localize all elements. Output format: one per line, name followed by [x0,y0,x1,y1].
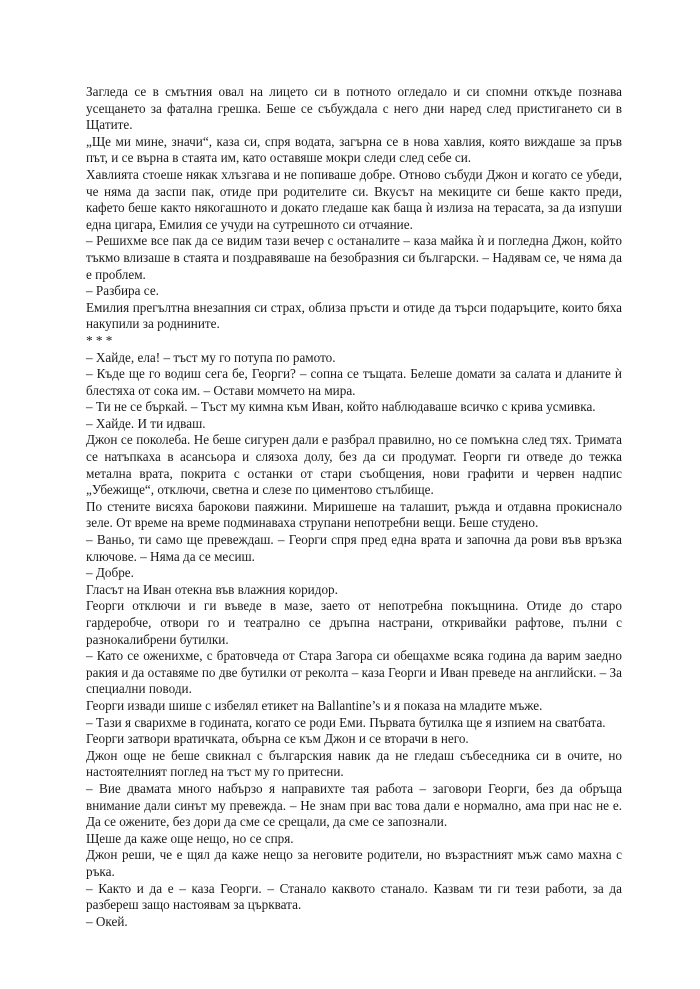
paragraph: Георги отключи и ги въведе в мазе, заето от непотребна покъщнина. Отиде до старо гардеробче, отвори го и театрално се дръпна настрани, откривайки рафтове, пълни с разнокалибрени бутилки. [86,598,622,647]
paragraph: – Добре. [86,565,134,581]
paragraph: Емилия прегълтна внезапния си страх, облиза пръсти и отиде да търси подаръците, които бяха накупили за роднините. [86,299,622,332]
paragraph: Георги извади шише с избелял етикет на Ballantine’s и я показа на младите мъже. [86,697,543,713]
paragraph: Загледа се в смътния овал на лицето си в потното огледало и си спомни откъде познава усещането за фатална грешка. Беше се събуждала с него дни наред след пристигането си в Щатите. [86,84,622,133]
section-break: * * * [86,332,113,348]
paragraph: – Вие двамата много набързо я направихте тая работа – заговори Георги, без да обръща внимание дали синът му превежда. – Не знам при вас това дали е нормално, ама при нас не е. Да се ожените, без дори да сме се срещали, да сме се запознали. [86,780,622,830]
paragraph: Хавлията стоеше някак хлъзгава и не попиваше добре. Отново събуди Джон и когато се убеди, че няма да заспи пак, отиде при родителите си. Вкусът на мекиците си беше както преди, кафето беше както някогашното и докато гледаше как баща ѝ излиза на терасата, за да изпуши една цигара, Емилия се учуди на сутрешното си отчаяние. [86,166,622,232]
paragraph: – Както и да е – каза Георги. – Станало каквото станало. Казвам ти ги тези работи, за да разбереш защо настоявам за църквата. [86,880,622,913]
paragraph: Джон се поколеба. Не беше сигурен дали е разбрал правилно, но се помъкна след тях. Тримата се натъпкаха в асансьора и слязоха долу, без да си продумат. Георги ги отведе до тежка метална врата, покрита с останки от стари съобщения, нови графити и червен надпис „Убежище“, отключи, светна и слезе по циментово стълбище. [86,432,622,498]
paragraph: – Окей. [86,913,128,929]
paragraph: Джон още не беше свикнал с българския навик да не гледаш събеседника си в очите, но настоятелният поглед на тъст му го притесни. [86,747,622,780]
paragraph: – Къде ще го водиш сега бе, Георги? – сопна се тъщата. Белеше домати за салата и дланите ѝ блестяха от сока им. – Остави момчето на мира. [86,366,622,398]
body-text [86,84,622,930]
paragraph: Щеше да каже още нещо, но се спря. [86,830,294,846]
paragraph: „Ще ми мине, значи“, каза си, спря водата, загърна се в нова хавлия, която виждаше за пръв път, и се върна в стаята им, като оставяше мокри следи след себе си. [86,133,622,166]
paragraph: По стените висяха барокови паяжини. Миришеше на талашит, ръжда и отдавна прокиснало зеле. От време на време подминаваха струпани непотребни вещи. Беше студено. [86,498,622,531]
paragraph: – Хайде. И ти идваш. [86,415,206,431]
paragraph: – Хайде, ела! – тъст му го потупа по рамото. [86,349,336,365]
paragraph: – Като се оженихме, с братовчеда от Стара Загора си обещахме всяка година да варим заедно ракия и да оставяме по две бутилки от реколта – каза Георги и Иван преведе на английски. – За специални поводи. [86,648,622,697]
paragraph: Георги затвори вратичката, обърна се към Джон и се вторачи в него. [86,731,469,747]
paragraph: – Тази я сварихме в годината, когато се роди Еми. Първата бутилка ще я изпием на сватбата. [86,714,606,730]
paragraph: – Ваньо, ти само ще превеждаш. – Георги спря пред една врата и започна да рови във връзка ключове. – Няма да се месиш. [86,532,622,564]
paragraph: – Разбира се. [86,283,159,299]
paragraph: Джон реши, че е щял да каже нещо за неговите родители, но възрастният мъж само махна с ръка. [86,847,622,879]
paragraph: Гласът на Иван отекна във влажния коридор. [86,581,338,597]
paragraph: – Решихме все пак да се видим тази вечер с останалите – каза майка ѝ и погледна Джон, който тъкмо влизаше в стаята и поздравяваше на безобразния си български. – Надявам се, че няма да е проблем. [86,233,622,282]
paragraph: – Ти не се бъркай. – Тъст му кимна към Иван, който наблюдаваше всичко с крива усмивка. [86,399,596,415]
